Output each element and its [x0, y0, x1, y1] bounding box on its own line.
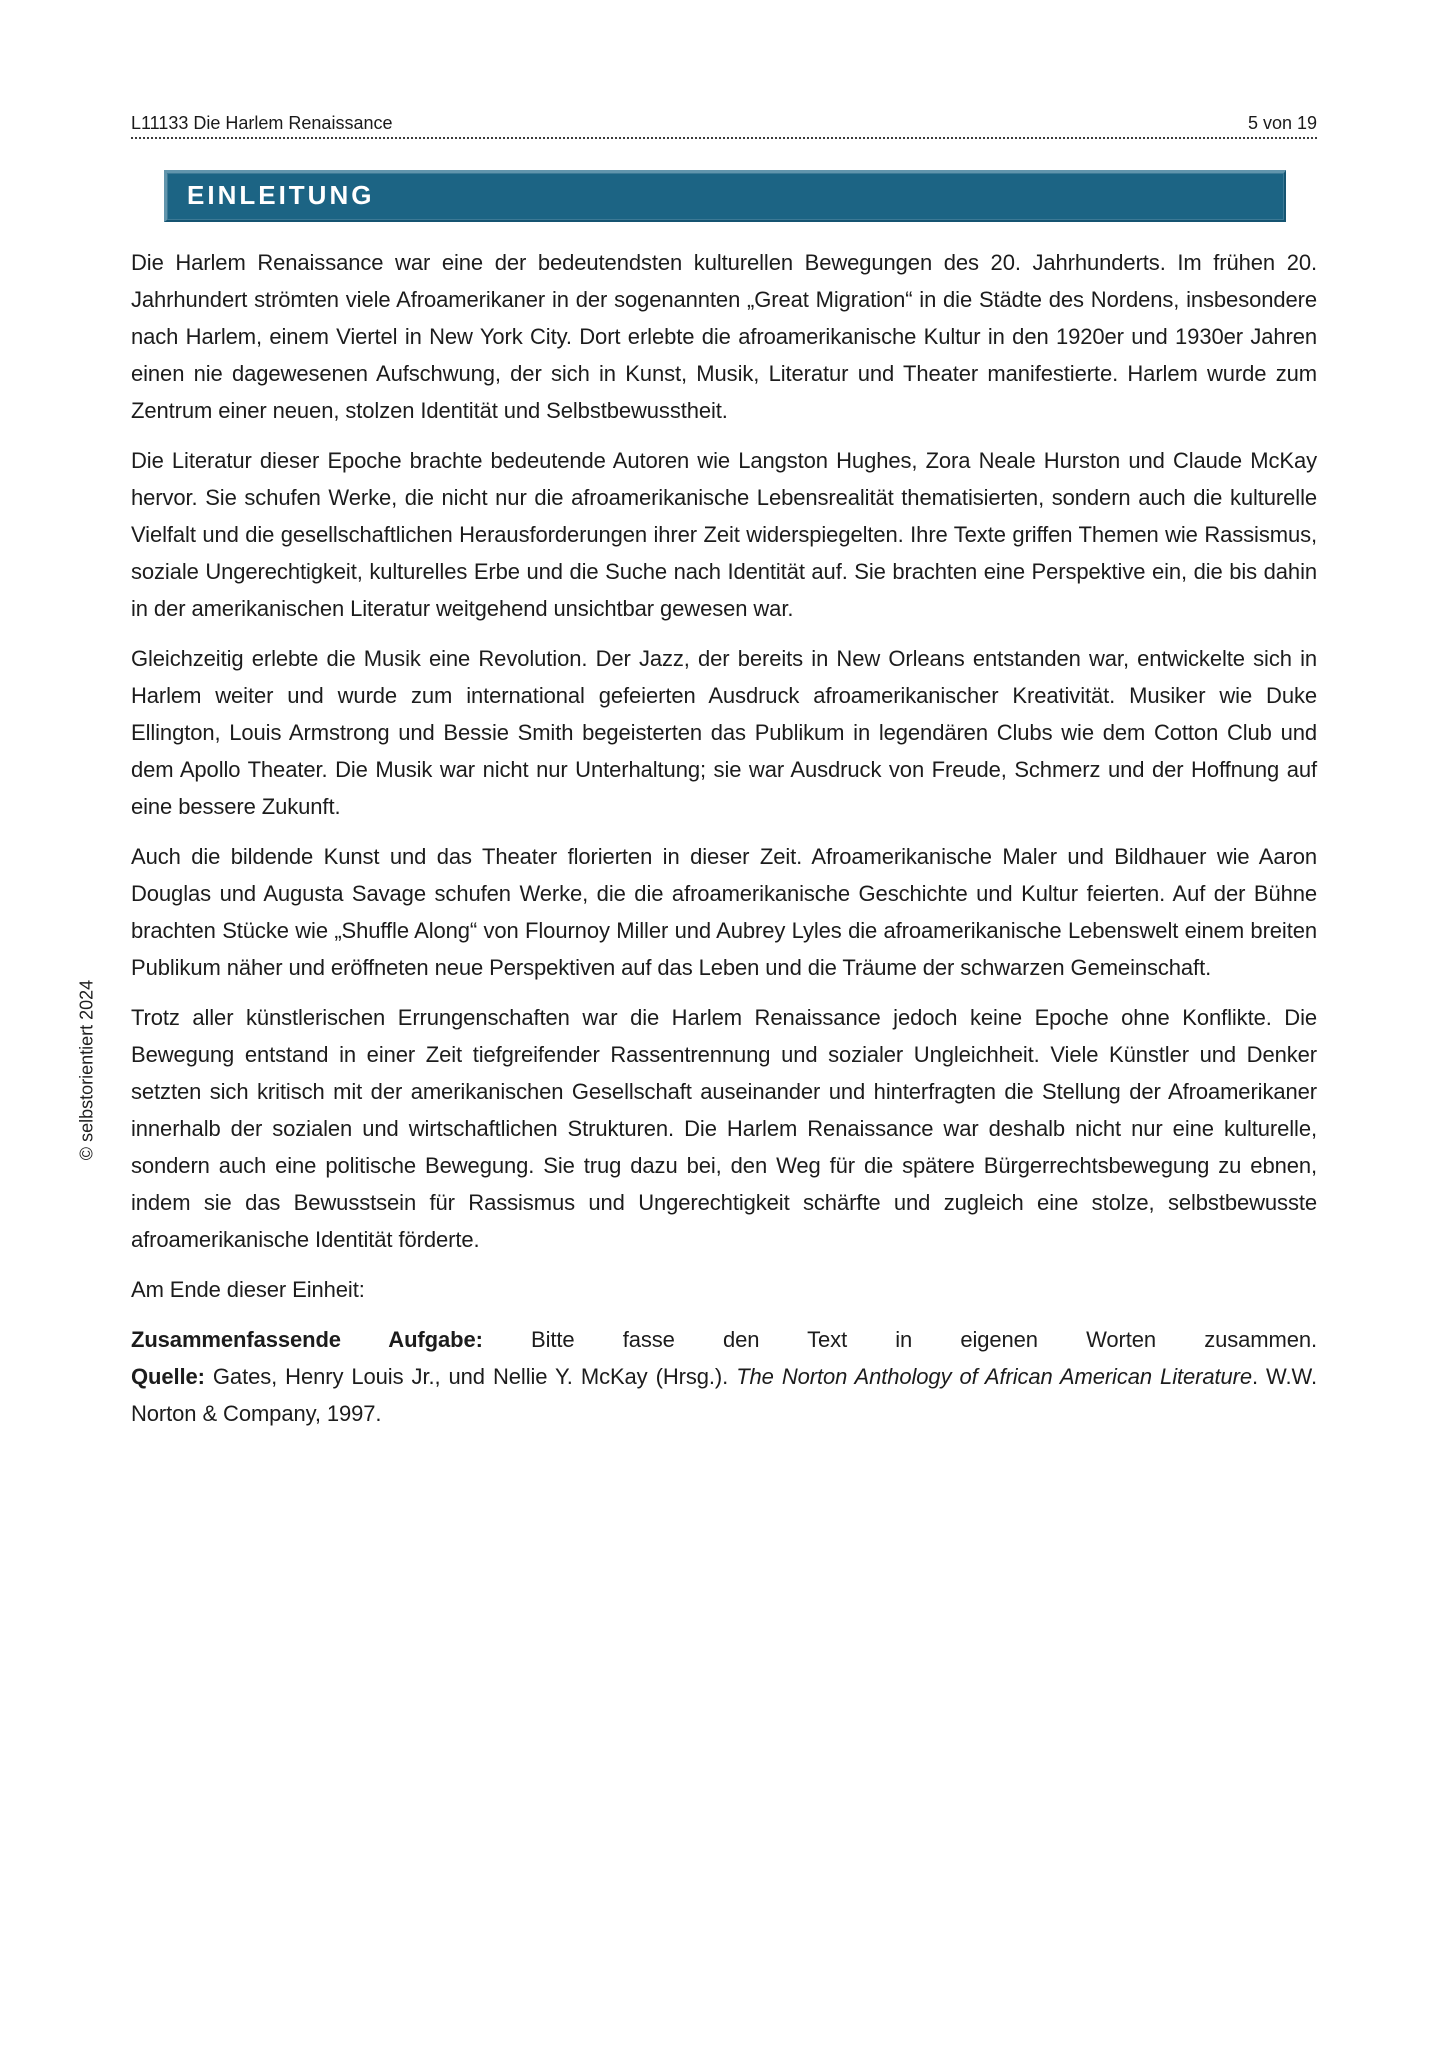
body-content — [131, 244, 1317, 1432]
summary-task-line — [131, 1321, 1317, 1358]
paragraph-literature: Die Literatur dieser Epoche brachte bedeutende Autoren wie Langston Hughes, Zora Neale Hurston und Claude McKay hervor. Sie schufen Werke, die nicht nur die afroamerikanische Lebensrealität thematisierten, sondern auch die kulturelle Vielfalt und die gesellschaftlichen Herausforderungen ihrer Zeit widerspiegelten. Ihre Texte griffen Themen wie Rassismus, soziale Ungerechtigkeit, kulturelles Erbe und die Suche nach Identität auf. Sie brachten eine Perspektive ein, die bis dahin in der amerikanischen Literatur weitgehend unsichtbar gewesen war. — [131, 448, 1317, 621]
source-publisher: . W.W. Norton & Company, 1997. — [131, 1364, 1317, 1426]
summary-task-text: Bitte fasse den Text in eigenen Worten zusammen. — [531, 1327, 1318, 1352]
source-label: Quelle: — [131, 1364, 205, 1389]
page-number: 5 von 19 — [1247, 113, 1317, 133]
paragraph-conflicts: Trotz aller künstlerischen Errungenschaften war die Harlem Renaissance jedoch keine Epoche ohne Konflikte. Die Bewegung entstand in einer Zeit tiefgreifender Rassentrennung und sozialer Ungleichheit. Viele Künstler und Denker setzten sich kritisch mit der amerikanischen Gesellschaft auseinander und hinterfragten die Stellung der Afroamerikaner innerhalb der sozialen und wirtschaftlichen Strukturen. Die Harlem Renaissance war deshalb nicht nur eine kulturelle, sondern auch eine politische Bewegung. Sie trug dazu bei, den Weg für die spätere Bürgerrechtsbewegung zu ebnen, indem sie das Bewusstsein für Rassismus und Ungerechtigkeit schärfte und zugleich eine stolze, selbstbewusste afroamerikanische Identität förderte. — [131, 1005, 1317, 1252]
copyright-watermark: © selbstorientiert 2024 — [76, 979, 97, 1161]
section-title: EINLEITUNG — [187, 180, 375, 210]
task-block — [131, 1321, 1317, 1432]
source-authors: Gates, Henry Louis Jr., und Nellie Y. McKay (Hrsg.). — [212, 1364, 729, 1389]
header-divider — [131, 137, 1317, 139]
document-code: L11133 Die Harlem Renaissance — [131, 113, 393, 133]
section-title-bar — [164, 170, 1286, 222]
source-title: The Norton Anthology of African American Literature — [736, 1364, 1252, 1389]
paragraph-intro: Die Harlem Renaissance war eine der bedeutendsten kulturellen Bewegungen des 20. Jahrhunderts. Im frühen 20. Jahrhundert strömten viele Afroamerikaner in der sogenannten „Great Migration“ in die Städte des Nordens, insbesondere nach Harlem, einem Viertel in New York City. Dort erlebte die afroamerikanische Kultur in den 1920er und 1930er Jahren einen nie dagewesenen Aufschwung, der sich in Kunst, Musik, Literatur und Theater manifestierte. Harlem wurde zum Zentrum einer neuen, stolzen Identität und Selbstbewusstheit. — [131, 250, 1317, 423]
paragraph-art-theater: Auch die bildende Kunst und das Theater florierten in dieser Zeit. Afroamerikanische Maler und Bildhauer wie Aaron Douglas und Augusta Savage schufen Werke, die die afroamerikanische Geschichte und Kultur feierten. Auf der Bühne brachten Stücke wie „Shuffle Along“ von Flournoy Miller und Aubrey Lyles die afroamerikanische Lebenswelt einem breiten Publikum näher und eröffneten neue Perspektiven auf das Leben und die Träume der schwarzen Gemeinschaft. — [131, 844, 1317, 980]
closing-line: Am Ende dieser Einheit: — [131, 1277, 365, 1302]
summary-task-label: Zusammenfassende Aufgabe: — [131, 1327, 483, 1352]
source-citation — [131, 1358, 1317, 1432]
paragraph-music: Gleichzeitig erlebte die Musik eine Revolution. Der Jazz, der bereits in New Orleans entstanden war, entwickelte sich in Harlem weiter und wurde zum international gefeierten Ausdruck afroamerikanischer Kreativität. Musiker wie Duke Ellington, Louis Armstrong und Bessie Smith begeisterten das Publikum in legendären Clubs wie dem Cotton Club und dem Apollo Theater. Die Musik war nicht nur Unterhaltung; sie war Ausdruck von Freude, Schmerz und der Hoffnung auf eine bessere Zukunft. — [131, 646, 1317, 819]
page-header — [131, 112, 1317, 134]
